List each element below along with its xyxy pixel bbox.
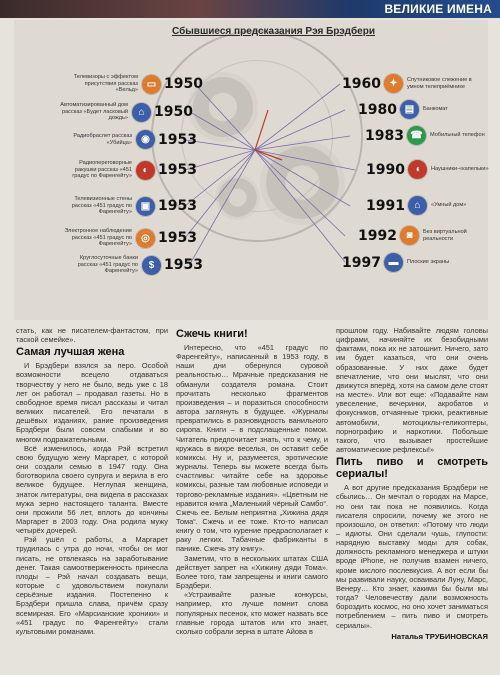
atm-icon: ▤	[400, 100, 419, 119]
prediction-right-2	[358, 100, 493, 119]
paragraph: Рэй ушёл с работы, а Маргарет трудилась с утра до ночи, чтобы он мог писать, не отвлекаясь на заработывание денег. Такая самоотверженность принесла плоды – Рэй начал создавать вещи, которые с удовольствием покупали серьёзные издания. Постепенно к Брэдбери пришла слава, причём сразу всемирная. Его «Марсианские хроники» и «451 градус по Фаренгейту» стали культовыми романами.	[16, 535, 168, 636]
prediction-label: Спутниковое слежение в умном телеприёмнике	[406, 76, 472, 90]
bank-icon: $	[142, 256, 161, 275]
infographic-title: Сбывшиеся предсказания Рэя Брэдбери	[172, 26, 375, 37]
prediction-label: Банкомат	[422, 106, 448, 113]
prediction-right-7	[342, 253, 477, 272]
paragraph: А вот другие предсказания Брэдбери не сбылись… Он мечтал о городах на Марсе, но они так пока не появились. Когда писателя спросили, почему же этого не произошло, он ответил: «Потому что люди – идиоты. Они сделали чушь, глупости: нарядную выставку моды для собак, должность рекламного менеджера и штуки вроде iPhone, не получив взамен ничего, кроме кислого послевкусия. А вот если бы мы развивали науку, осваивали Луну, Марс, Венеру… Кто знает, какими бы были мы тогда? Человечеству дали возможность бороздить космос, но оно хочет заниматься потреблением – пить пиво и смотреть сериалы».	[336, 483, 488, 630]
prediction-left-5	[62, 196, 197, 216]
prediction-left-6	[62, 228, 197, 248]
prediction-year: 1953	[158, 162, 197, 179]
text-column-1	[16, 326, 168, 666]
prediction-label: Плоские экраны	[406, 259, 450, 266]
paragraph: И Брэдбери взялся за перо. Особой возможности всецело отдаваться творчеству у него не было, ведь уже с 18 лет он работал – продавал газеты. Но в свободное время писал рассказы и читал великих писателей. Его печатали в дешёвых изданиях, рание произведения Брэдбери были совсем слабыми и во многом подражательными.	[16, 361, 168, 444]
section-heading-wife: Самая лучшая жена	[16, 346, 125, 359]
prediction-year: 1983	[365, 127, 404, 144]
prediction-year: 1953	[158, 198, 197, 215]
prediction-label: Наушники-«капельки»	[430, 166, 489, 173]
prediction-year: 1950	[154, 104, 193, 121]
smart-home-icon: ⌂	[408, 196, 427, 215]
screen-icon: ▣	[136, 197, 155, 216]
prediction-left-4	[62, 160, 197, 180]
text-column-3	[336, 326, 488, 671]
prediction-label: Без виртуальной реальности	[422, 228, 467, 242]
prediction-label: Телевизионные стены рассказ «451 градус по Фаренгейту»	[71, 196, 132, 216]
prediction-label: Радиобраслет рассказ «Убийца»	[73, 132, 132, 146]
prediction-left-1	[68, 74, 203, 94]
paragraph: прошлом году. Набивайте людям головы цифрами, начиняйте их безобидными фактами, пока их не затошнит. Ничего, зато им будет казаться, что они очень образованные. У них даже будет впечатление, что они мыслят, что они движутся вперёд, хотя на самом деле стоят на месте». Или вот еще: «Подавайте нам увеселение, вечеринки, акробатов и фокусников, отчаянные трюки, реактивные автомобили, мотоциклы-геликоптеры, порнографию и наркотики. Побольше такого, что вызывает простейшие автоматические рефлексы!»	[336, 326, 488, 455]
prediction-label: «Умный дом»	[430, 202, 467, 209]
prediction-label: Электронное наблюдение рассказ «451 градус по Фаренгейту»	[64, 228, 132, 248]
text-column-2	[176, 326, 328, 666]
shell-icon: ◐	[136, 161, 155, 180]
prediction-year: 1953	[158, 131, 197, 148]
prediction-label: Мобильный телефон	[429, 132, 485, 139]
prediction-year: 1980	[358, 101, 397, 118]
prediction-right-1	[342, 74, 477, 93]
phone-icon: ☎	[407, 126, 426, 145]
prediction-year: 1950	[164, 76, 203, 93]
prediction-year: 1953	[158, 230, 197, 247]
satellite-icon: ✦	[384, 74, 403, 93]
prediction-year: 1953	[164, 257, 203, 274]
camera-icon: ◎	[136, 229, 155, 248]
prediction-label: Радиопереговорные ракушки рассказ «451 градус по Фаренгейту»	[72, 160, 132, 180]
house-icon: ⌂	[132, 103, 151, 122]
section-heading-burn-books: Сжечь книги!	[176, 328, 248, 340]
prediction-left-7	[68, 255, 203, 275]
intro-paragraph: стать, как не писателем-фантастом, при таской семейке».	[16, 326, 168, 345]
prediction-right-6	[358, 226, 493, 245]
tv-icon: ▭	[142, 75, 161, 94]
prediction-year: 1997	[342, 254, 381, 271]
prediction-year: 1990	[366, 161, 405, 178]
prediction-right-4	[366, 160, 500, 179]
author-byline: Наталья ТРУБИНОВСКАЯ	[391, 631, 488, 641]
prediction-label: Телевизоры с эффектом присутствия рассказ «Вельд»	[73, 74, 138, 94]
prediction-year: 1992	[358, 227, 397, 244]
section-heading-beer-series: Пить пиво и смотреть сериалы!	[336, 456, 488, 481]
prediction-right-3	[365, 126, 500, 145]
prediction-left-3	[62, 130, 197, 149]
vr-icon: ◙	[400, 226, 419, 245]
paragraph: Интересно, что «451 градус по Фаренгейту», написанный в 1953 году, в наши дни обернулся суровой реальностью… Мрачные предсказания не обманули создателя романа. Стоит прочитать несколько фрагментов произведения – и поразиться способности автора заглянуть в будущее. «Журналы превратились в разновидность ванильного сиропа. Книги – в подслащенные помои. Читатель предпочитает знать, что к чему, и кружась в вихре веселья, он оставит себе комиксы. Ну и, разумеется, эротические журналы. Теперь вы можете всегда быть счастливы: читайте себе на здоровье комиксы, разные там любовные исповеди и торгово-рекламные издания». «Цветным не нравится книга „Маленький чёрный Самбо“. Сжечь ее. Белым неприятна „Хижина дядя Тома“. Сжечь и ее тоже. Кто-то написал книгу о том, что курение предрасполагает к раку легких. Табачные фабриканты в панике. Сжечь эту книгу».	[176, 343, 328, 554]
flat-screen-icon: ▬	[384, 253, 403, 272]
earbuds-icon: ◖	[408, 160, 427, 179]
paragraph: Всё изменилось, когда Рэй встретил свою будущую жену Маргарет, с которой они создали семью в 1947 году. Она боготворила своего супруга и верила в его великое будущее. Неглупая женщина, знаток литературы, она видела в рассказах мужа зерно настоящего таланта. Вместе они прожили 56 лет, вплоть до кончины Маргарет в 2003 году. Она родила мужу четырёх дочерей.	[16, 443, 168, 536]
prediction-label: Автоматизированный дом рассказ «Будет ласковый дождь»	[60, 102, 128, 122]
prediction-label: Круглосуточные банки рассказ «451 градус по Фаренгейту»	[77, 255, 138, 275]
prediction-right-5	[366, 196, 500, 215]
paragraph: «Устраивайте разные конкурсы, например, кто лучше помнит слова популярных песенок, кто может назвать все главные города штатов или кто знает, сколько собрали зерна в штате Айова в	[176, 590, 328, 636]
prediction-year: 1960	[342, 75, 381, 92]
prediction-left-2	[58, 102, 193, 122]
paragraph: Заметим, что в нескольких штатах США действует запрет на «Хижину дяди Тома». Более того, там запрещены и книги самого Брэдбери.	[176, 553, 328, 591]
prediction-year: 1991	[366, 197, 405, 214]
section-label: ВЕЛИКИЕ ИМЕНА	[384, 2, 492, 16]
radio-icon: ◉	[136, 130, 155, 149]
